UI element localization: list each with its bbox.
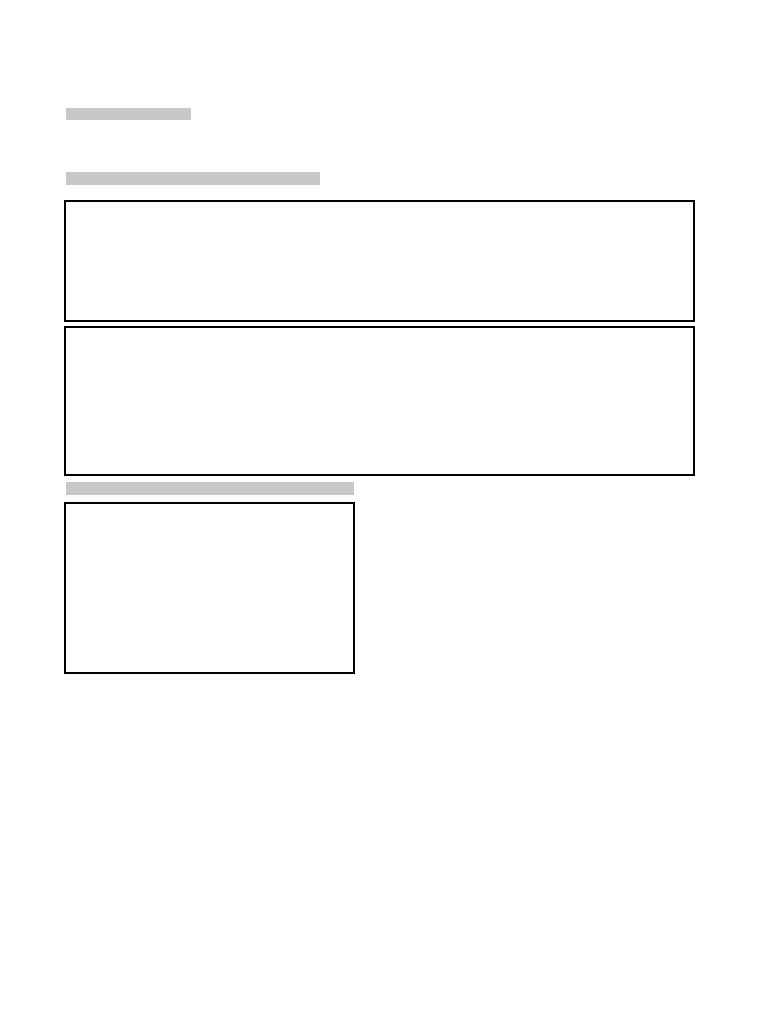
special-fittings-title [66,482,354,495]
general-data-title [66,108,191,120]
ducts-board-frame [64,200,695,322]
fittings-board-frame [64,326,695,476]
ducts-board-title [66,172,320,185]
special-fittings-frame [64,502,355,674]
